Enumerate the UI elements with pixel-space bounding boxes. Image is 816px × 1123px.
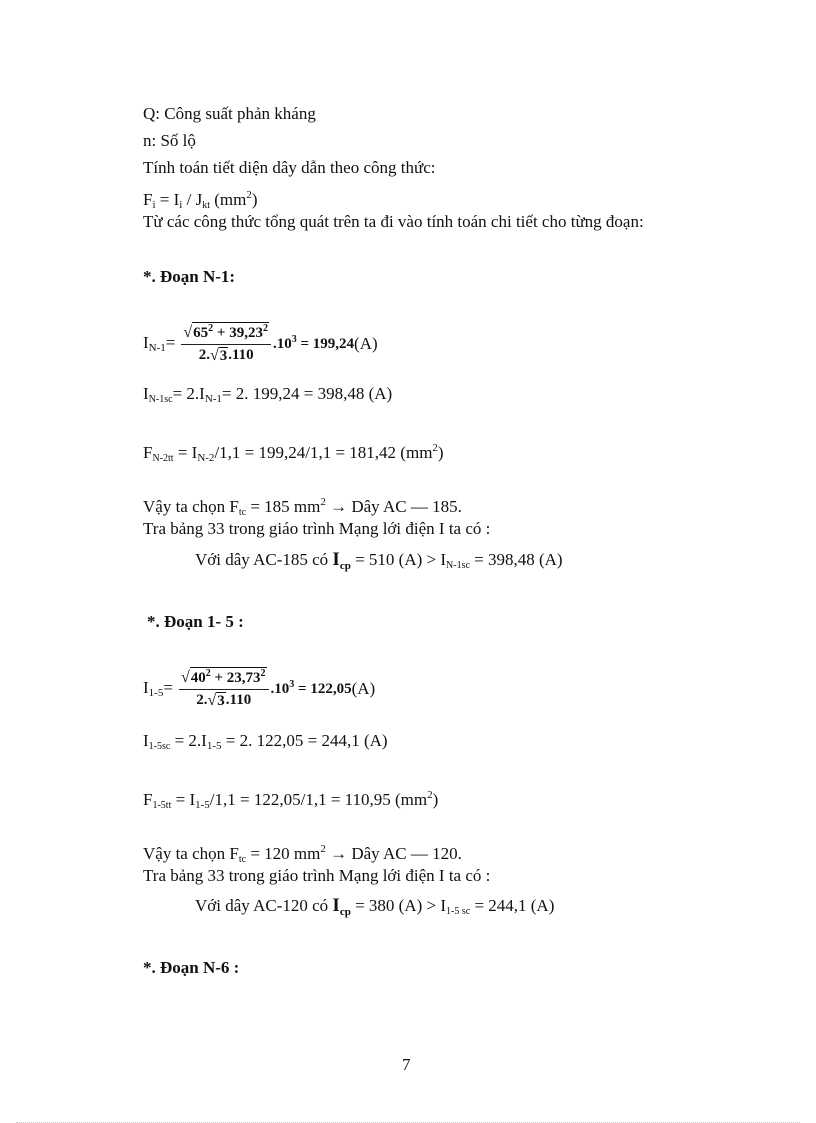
sqrt-icon: √ [180,669,190,686]
formula-sub: i [179,199,183,211]
icp-symbol: $I_{cp}$ [332,549,351,572]
unit: (A) [354,333,378,353]
table-reference-1-5: Tra bảng 33 trong giáo trình Mạng lới điện I ta có : [143,866,491,885]
numerator: √ $40^2 + 23,73^2$ [179,667,269,690]
formula-sup: 2 [246,189,252,201]
multiplier: $.10^3 = 199,24$ [272,334,355,352]
current-formula-n1 [143,322,378,365]
shortcircuit-current-1-5: $I1-5sc = 2.I_{1-5} = 2$. 122,05 = 244,1 (A) [143,731,388,752]
formula-text: ) [251,190,258,209]
formula-text: = I [155,190,180,209]
sqrt-icon: √ [183,324,193,341]
calc-intro: Tính toán tiết diện dây dẫn theo công thức: [143,158,436,177]
shortcircuit-current-n1: $IN-1sc= 2.I_{N-1}= 2$. 199,24 = 398,48 (A) [143,384,393,405]
wire-choice-1-5: Vậy ta chọn Ftc = 120 $mm^2$ → Dây AC — 120. [143,843,462,865]
table-reference-n1: Tra bảng 33 trong giáo trình Mạng lới điện I ta có : [143,519,491,538]
numerator: √ $65^2 + 39,23^2$ [181,322,271,345]
general-intro: Từ các công thức tổng quát trên ta đi vào tính toán chi tiết cho từng đoạn: [143,212,644,231]
formula-sub: kt [202,200,210,211]
area-calc-n1: $FN-2tt = I_{N-2}/1,1 = 199,24/1,1 = 181,42$ $(mm^2)$ [143,442,444,464]
denominator: 2. √ 3 .110 [198,347,254,364]
section-heading-1-5: *. Đoạn 1- 5 : [147,612,244,631]
icp-symbol: $I_{cp}$ [332,895,351,918]
sqrt-icon: √ [207,692,217,709]
capacity-check-1-5: Với dây AC-120 có $I_{cp} = 380$ (A) > I1-5 sc = 244,1 (A) [195,895,555,918]
fraction [181,322,271,365]
section-heading-n6: *. Đoạn N-6 : [143,958,240,977]
multiplier: $.10^3 = 122,05$ [270,679,352,697]
current-formula-1-5 [143,667,375,710]
unit: (A) [351,678,376,698]
formula-text: F [143,190,153,209]
formula-text: / J [182,190,203,209]
area-calc-1-5: $F1-5tt = I_{1-5}/1,1 = 122,05/1,1 = 110,95$ $(mm^2)$ [143,789,439,811]
q-definition: Q: Công suất phản kháng [143,104,316,123]
formula-sub: i [152,199,156,211]
page-number: 7 [402,1055,411,1074]
fraction [179,667,269,710]
n-definition: n: Số lộ [143,131,196,150]
section-heading-n1: *. Đoạn N-1: [143,267,236,286]
current-label: $I_{1-5}=$ [143,678,173,699]
wire-choice-n1: Vậy ta chọn Ftc = 185 $mm^2$ → Dây AC — 185. [143,496,462,518]
sqrt-icon: √ [209,347,219,364]
current-label: $I_{N-1}=$ [143,333,176,354]
capacity-check-n1: Với dây AC-185 có $I_{cp} = 510$ (A) > IN-1sc = 398,48 (A) [195,549,563,572]
formula-text: (mm [209,190,247,209]
denominator: 2. √ 3 .110 [196,692,252,709]
